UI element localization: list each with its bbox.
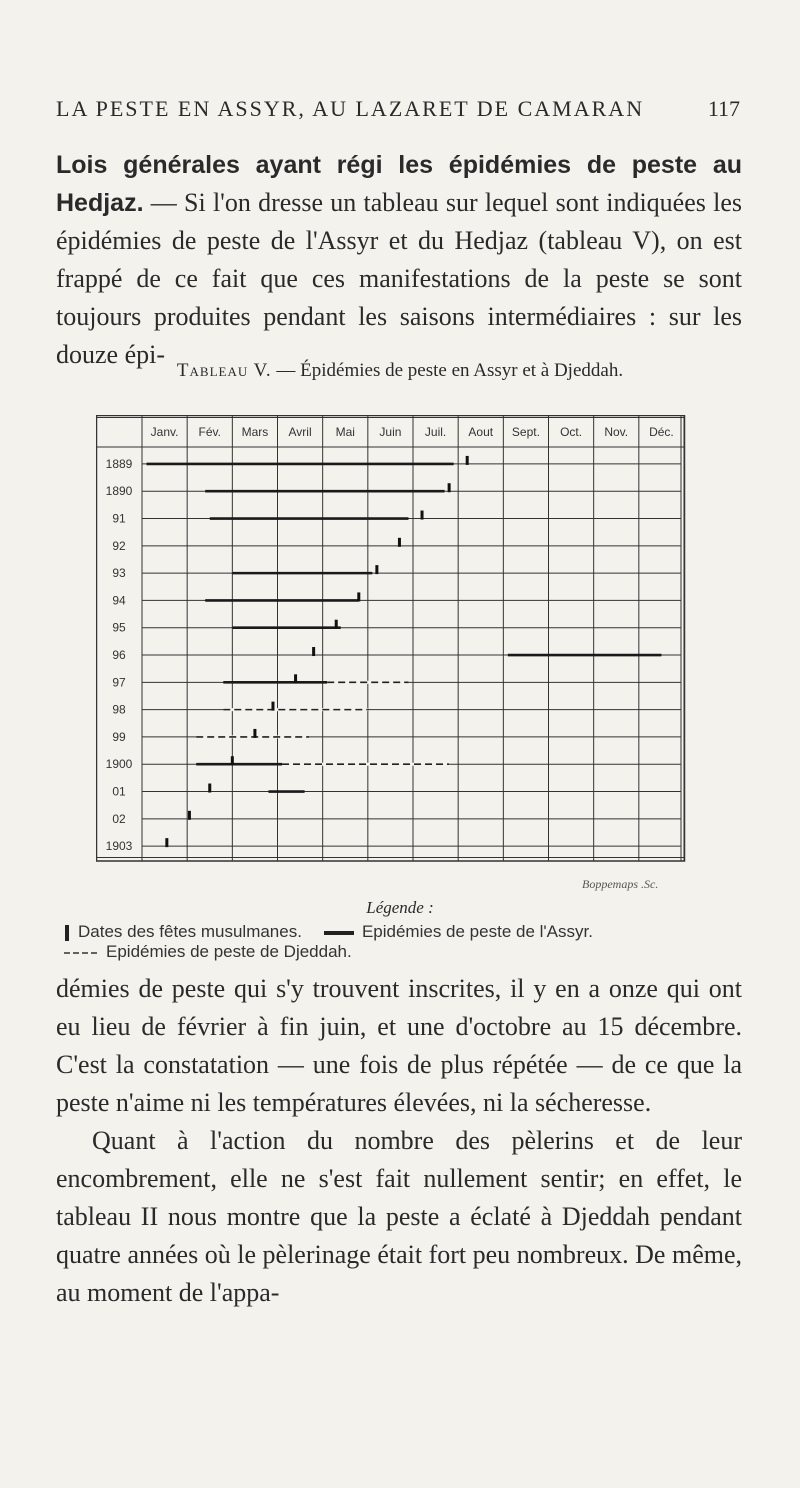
month-header: Juin xyxy=(379,425,402,439)
legend-title: Légende : xyxy=(366,898,434,917)
month-header: Sept. xyxy=(511,425,540,439)
feast-day-marker xyxy=(466,456,469,465)
feast-day-marker xyxy=(294,674,297,683)
paragraph-1 xyxy=(56,146,742,374)
year-label: 1889 xyxy=(105,456,133,471)
running-head xyxy=(56,96,740,122)
feast-day-marker xyxy=(335,620,338,629)
section-heading: Lois générales ayant régi les épidémies de peste au Hedjaz. xyxy=(56,151,742,217)
year-label: 1903 xyxy=(105,839,133,854)
paragraph-3-text: Quant à l'action du nombre des pèlerins et de leur encombrement, elle ne s'est fait nullement sentir; en effet, le tableau II nous montre que la peste a éclaté à Djeddah pendant quatre années où le pèlerinage était fort peu nombreux. De même, au moment de l'appa- xyxy=(56,1126,742,1307)
feast-day-marker xyxy=(271,702,274,711)
epidemic-table xyxy=(96,415,686,875)
feast-day-marker xyxy=(165,838,168,847)
feast-day-marker xyxy=(448,483,451,492)
month-header: Mars xyxy=(241,425,269,439)
legend-row-1 xyxy=(64,922,593,942)
paragraph-2: démies de peste qui s'y trouvent inscrites, il y en a onze qui ont eu lieu de février à fin juin, et une d'octobre au 15 décembre. C'est la constatation — une fois de plus répétée — de ce que la peste n'aime ni les températures élevées, ni la sécheresse. xyxy=(56,974,742,1117)
feast-marker-icon xyxy=(64,925,70,941)
year-label: 1900 xyxy=(105,757,133,772)
legend-djeddah-label: Epidémies de peste de Djeddah. xyxy=(106,942,352,961)
month-header: Juil. xyxy=(424,425,447,439)
month-header: Mai xyxy=(335,425,355,439)
year-label: 94 xyxy=(112,593,126,608)
year-label: 98 xyxy=(112,702,126,717)
month-header: Oct. xyxy=(560,425,583,439)
feast-day-marker xyxy=(188,811,191,820)
year-label: 97 xyxy=(112,675,126,690)
feast-day-marker xyxy=(231,756,234,765)
year-label: 91 xyxy=(112,511,126,526)
feast-day-marker xyxy=(398,538,401,547)
legend-assyr-label: Epidémies de peste de l'Assyr. xyxy=(361,922,593,941)
month-header: Avril xyxy=(288,425,312,439)
year-label: 92 xyxy=(112,538,126,553)
month-header: Aout xyxy=(468,425,494,439)
table-frame xyxy=(97,416,685,862)
paragraph-3 xyxy=(56,1122,742,1312)
year-label: 93 xyxy=(112,566,126,581)
year-label: 01 xyxy=(112,784,126,799)
feast-day-marker xyxy=(253,729,256,738)
feast-day-marker xyxy=(357,592,360,601)
engraver-credit: Boppemaps .Sc. xyxy=(582,877,659,891)
year-label: 96 xyxy=(112,648,126,663)
feast-day-marker xyxy=(208,784,211,793)
month-header: Janv. xyxy=(150,425,179,439)
table-caption-label: Tableau V. xyxy=(176,360,272,381)
paragraph-1-body: — Si l'on dresse un tableau sur lequel sont indiquées les épidémies de peste de l'Assyr et du Hedjaz (tableau V), on est frappé de ce fait que ces manifestations de la peste se sont toujours produites pendant les saisons intermédiaires : sur les douze épi- xyxy=(56,188,742,369)
running-head-title: LA PESTE EN ASSYR, AU LAZARET DE CAMARAN xyxy=(56,96,645,121)
page-number: 117 xyxy=(707,96,740,121)
feast-day-marker xyxy=(375,565,378,574)
table-caption xyxy=(0,360,800,382)
epidemic-table-svg xyxy=(96,415,686,875)
feast-day-marker xyxy=(312,647,315,656)
legend-feast-label: Dates des fêtes musulmanes. xyxy=(78,922,302,941)
dashed-line-icon xyxy=(64,949,98,957)
year-label: 99 xyxy=(112,729,126,744)
legend-row-2 xyxy=(64,942,352,962)
feast-day-marker xyxy=(421,511,424,520)
month-header: Nov. xyxy=(604,425,629,439)
solid-line-icon xyxy=(324,929,354,937)
year-label: 1890 xyxy=(105,484,133,499)
year-label: 02 xyxy=(112,811,126,826)
year-label: 95 xyxy=(112,620,126,635)
month-header: Fév. xyxy=(198,425,221,439)
table-caption-text: — Épidémies de peste en Assyr et à Djeddah. xyxy=(271,360,624,381)
month-header: Déc. xyxy=(649,425,674,439)
